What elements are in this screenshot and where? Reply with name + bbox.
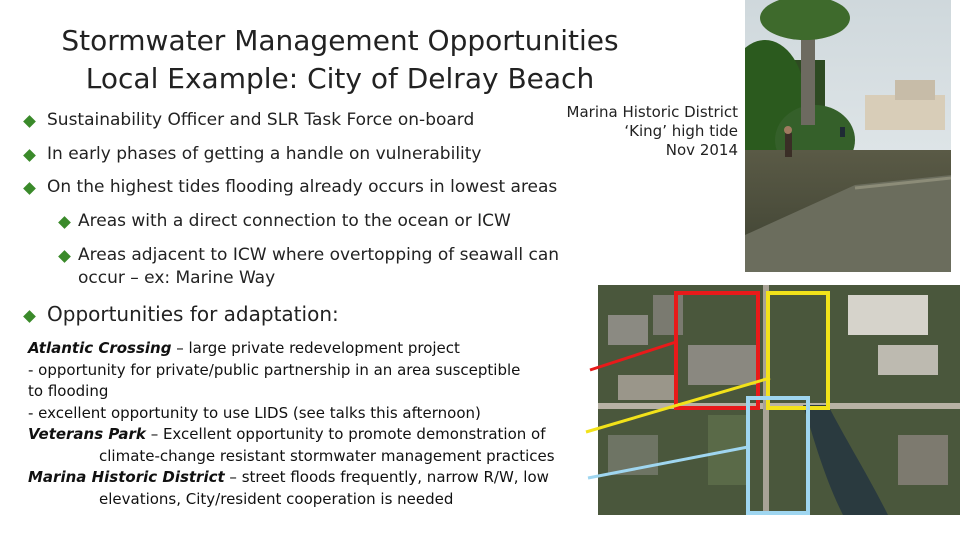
marina-district-label: Marina Historic District bbox=[28, 468, 225, 486]
body-line: - excellent opportunity to use LIDS (see talks this afternoon) bbox=[28, 403, 481, 422]
bullet-diamond-icon bbox=[23, 182, 36, 195]
caption-line: Marina Historic District bbox=[566, 103, 738, 121]
flood-photo-graphic bbox=[745, 0, 951, 272]
aerial-map-graphic bbox=[598, 285, 960, 515]
body-line: elevations, City/resident cooperation is needed bbox=[99, 489, 454, 508]
bullet-item: In early phases of getting a handle on vulnerability bbox=[47, 144, 482, 164]
adaptation-heading: Opportunities for adaptation: bbox=[47, 302, 339, 326]
bullet-diamond-icon bbox=[23, 310, 36, 323]
photo-caption bbox=[520, 103, 738, 160]
atlantic-line bbox=[28, 338, 593, 360]
caption-line: Nov 2014 bbox=[665, 141, 738, 159]
marina-line bbox=[28, 467, 593, 489]
flood-photo bbox=[745, 0, 951, 272]
bullet-item: On the highest tides flooding already occurs in lowest areas bbox=[47, 177, 558, 197]
bullet-diamond-icon bbox=[23, 149, 36, 162]
bullet-item: Sustainability Officer and SLR Task Force on-board bbox=[47, 110, 475, 130]
bullet-diamond-icon bbox=[58, 250, 71, 263]
opportunities-body bbox=[28, 338, 593, 510]
slide-title: Stormwater Management Opportunities bbox=[61, 24, 619, 57]
sub-bullet-item: Areas adjacent to ICW where overtopping of seawall can bbox=[78, 245, 560, 265]
veterans-line bbox=[28, 424, 593, 446]
bullet-diamond-icon bbox=[23, 115, 36, 128]
sub-bullet-item: Areas with a direct connection to the ocean or ICW bbox=[78, 211, 511, 231]
body-line: to flooding bbox=[28, 382, 109, 400]
marina-description: – street floods frequently, narrow R/W, low bbox=[224, 468, 549, 486]
body-line: - opportunity for private/public partnership in an area susceptible bbox=[28, 360, 521, 379]
body-line: climate-change resistant stormwater management practices bbox=[99, 446, 555, 465]
veterans-park-label: Veterans Park bbox=[28, 425, 146, 443]
caption-line: ‘King’ high tide bbox=[624, 122, 738, 140]
aerial-map bbox=[598, 285, 960, 515]
atlantic-crossing-label: Atlantic Crossing bbox=[28, 339, 172, 357]
slide-subtitle: Local Example: City of Delray Beach bbox=[85, 62, 595, 95]
veterans-description: – Excellent opportunity to promote demonstration of bbox=[145, 425, 546, 443]
atlantic-description: – large private redevelopment project bbox=[171, 339, 460, 357]
sub-bullet-item-continued: occur – ex: Marine Way bbox=[78, 268, 276, 288]
bullet-diamond-icon bbox=[58, 216, 71, 229]
